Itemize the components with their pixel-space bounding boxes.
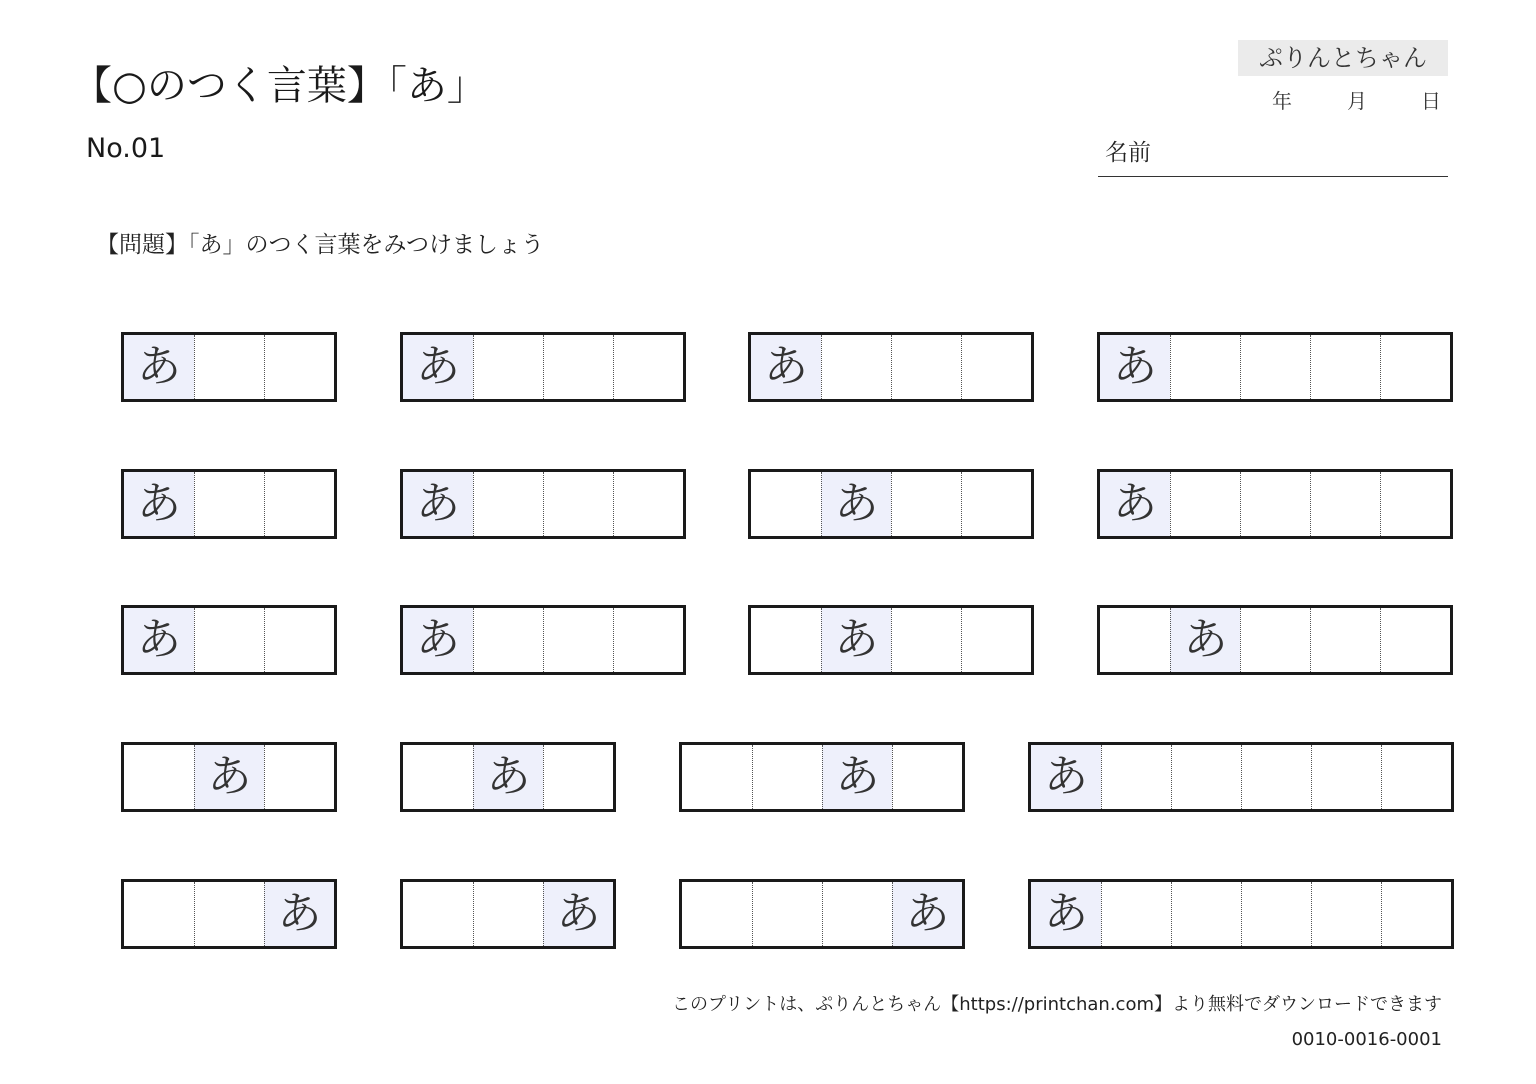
answer-cell[interactable] — [1171, 745, 1241, 809]
answer-cell[interactable] — [543, 608, 613, 672]
answer-cell[interactable] — [821, 335, 891, 399]
answer-cell[interactable] — [1241, 745, 1311, 809]
page-title: 【○のつく言葉】「あ」 — [72, 63, 487, 109]
date-day-label: 日 — [1421, 89, 1441, 113]
answer-cell[interactable] — [124, 745, 194, 809]
answer-cell[interactable] — [613, 472, 683, 536]
word-box — [121, 469, 337, 539]
answer-cell[interactable] — [751, 608, 821, 672]
word-box — [400, 742, 616, 812]
answer-cell[interactable] — [1240, 472, 1310, 536]
given-char-cell: あ — [473, 745, 543, 809]
answer-cell[interactable] — [1171, 882, 1241, 946]
question-text: 【問題】「あ」のつく言葉をみつけましょう — [96, 232, 545, 258]
answer-cell[interactable] — [194, 882, 264, 946]
answer-cell[interactable] — [961, 608, 1031, 672]
answer-cell[interactable] — [194, 608, 264, 672]
answer-cell[interactable] — [194, 335, 264, 399]
answer-cell[interactable] — [1170, 472, 1240, 536]
answer-cell[interactable] — [682, 882, 752, 946]
word-box — [1097, 332, 1453, 402]
answer-cell[interactable] — [403, 882, 473, 946]
word-box — [400, 469, 686, 539]
answer-cell[interactable] — [1380, 472, 1450, 536]
answer-cell[interactable] — [752, 745, 822, 809]
answer-cell[interactable] — [891, 335, 961, 399]
given-char-cell: あ — [543, 882, 613, 946]
answer-cell[interactable] — [473, 608, 543, 672]
answer-cell[interactable] — [822, 882, 892, 946]
answer-cell[interactable] — [264, 472, 334, 536]
answer-cell[interactable] — [891, 608, 961, 672]
answer-cell[interactable] — [1381, 882, 1451, 946]
answer-cell[interactable] — [961, 335, 1031, 399]
word-box — [1097, 605, 1453, 675]
given-char-cell: あ — [194, 745, 264, 809]
document-code: 0010-0016-0001 — [1291, 1029, 1442, 1050]
answer-cell[interactable] — [1310, 335, 1380, 399]
word-box — [121, 605, 337, 675]
given-char-cell: あ — [124, 608, 194, 672]
word-box — [748, 332, 1034, 402]
brand-label: ぷりんとちゃん — [1238, 40, 1448, 76]
footer-note: このプリントは、ぷりんとちゃん【https://printchan.com】より無料でダウンロードできます — [672, 994, 1442, 1015]
answer-cell[interactable] — [403, 745, 473, 809]
answer-cell[interactable] — [1241, 882, 1311, 946]
answer-cell[interactable] — [1380, 608, 1450, 672]
given-char-cell: あ — [1100, 472, 1170, 536]
answer-cell[interactable] — [543, 472, 613, 536]
word-box — [400, 332, 686, 402]
answer-cell[interactable] — [1310, 608, 1380, 672]
given-char-cell: あ — [1170, 608, 1240, 672]
answer-cell[interactable] — [264, 745, 334, 809]
given-char-cell: あ — [892, 882, 962, 946]
answer-cell[interactable] — [1311, 882, 1381, 946]
answer-cell[interactable] — [613, 335, 683, 399]
answer-cell[interactable] — [124, 882, 194, 946]
answer-cell[interactable] — [613, 608, 683, 672]
given-char-cell: あ — [124, 335, 194, 399]
answer-cell[interactable] — [473, 335, 543, 399]
word-box — [679, 879, 965, 949]
answer-cell[interactable] — [1240, 335, 1310, 399]
answer-cell[interactable] — [264, 608, 334, 672]
answer-cell[interactable] — [473, 882, 543, 946]
answer-cell[interactable] — [543, 335, 613, 399]
answer-cell[interactable] — [751, 472, 821, 536]
answer-cell[interactable] — [1381, 745, 1451, 809]
word-box — [679, 742, 965, 812]
answer-cell[interactable] — [1100, 608, 1170, 672]
name-write-line[interactable] — [1098, 176, 1448, 177]
date-month-label: 月 — [1347, 89, 1367, 113]
answer-cell[interactable] — [1240, 608, 1310, 672]
answer-cell[interactable] — [1101, 745, 1171, 809]
answer-cell[interactable] — [1380, 335, 1450, 399]
given-char-cell: あ — [821, 608, 891, 672]
given-char-cell: あ — [821, 472, 891, 536]
given-char-cell: あ — [403, 608, 473, 672]
word-box — [748, 605, 1034, 675]
word-box — [121, 332, 337, 402]
word-box — [400, 879, 616, 949]
answer-cell[interactable] — [682, 745, 752, 809]
sheet-number: No.01 — [86, 133, 166, 164]
answer-cell[interactable] — [961, 472, 1031, 536]
answer-cell[interactable] — [264, 335, 334, 399]
answer-cell[interactable] — [752, 882, 822, 946]
answer-cell[interactable] — [892, 745, 962, 809]
word-box — [121, 879, 337, 949]
word-box — [400, 605, 686, 675]
date-year-label: 年 — [1272, 89, 1292, 113]
given-char-cell: あ — [1031, 882, 1101, 946]
word-box — [1028, 879, 1454, 949]
given-char-cell: あ — [403, 472, 473, 536]
answer-cell[interactable] — [1310, 472, 1380, 536]
answer-cell[interactable] — [194, 472, 264, 536]
given-char-cell: あ — [1031, 745, 1101, 809]
word-box — [1028, 742, 1454, 812]
word-box — [1097, 469, 1453, 539]
name-label: 名前 — [1105, 140, 1151, 166]
given-char-cell: あ — [124, 472, 194, 536]
answer-cell[interactable] — [543, 745, 613, 809]
answer-cell[interactable] — [1101, 882, 1171, 946]
given-char-cell: あ — [822, 745, 892, 809]
word-box — [748, 469, 1034, 539]
given-char-cell: あ — [751, 335, 821, 399]
answer-cell[interactable] — [473, 472, 543, 536]
word-box — [121, 742, 337, 812]
given-char-cell: あ — [1100, 335, 1170, 399]
given-char-cell: あ — [403, 335, 473, 399]
given-char-cell: あ — [264, 882, 334, 946]
answer-cell[interactable] — [1311, 745, 1381, 809]
answer-cell[interactable] — [1170, 335, 1240, 399]
answer-cell[interactable] — [891, 472, 961, 536]
